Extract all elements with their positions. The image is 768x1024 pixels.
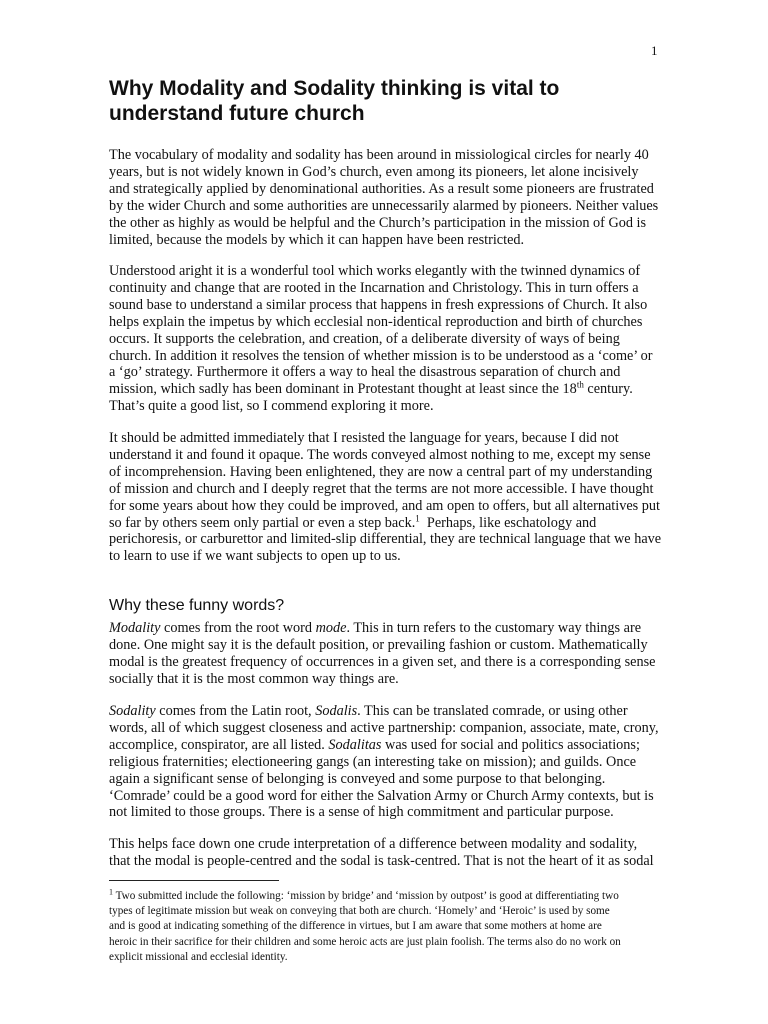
text-line: This helps face down one crude interpretation of a difference between modality and sodality, xyxy=(109,836,638,852)
text-line: of incomprehension. Having been enlightened, they are now a central part of my understanding xyxy=(109,463,653,480)
text-line: understand it and found it opaque. The words conveyed almost nothing to me, except my sense xyxy=(109,446,651,463)
ordinal-superscript: th xyxy=(576,379,584,390)
text-line: church. In addition it resolves the tension of whether mission is to be understood as a ‘come’ or xyxy=(109,347,653,364)
text-line: The vocabulary of modality and sodality has been around in missiological circles for nearly 40 xyxy=(109,147,649,163)
sodality-paragraph xyxy=(109,703,665,821)
term-modality: Modality xyxy=(109,620,161,636)
text-line: done. One might say it is the default position, or prevailing fashion or custom. Mathematically xyxy=(109,636,648,653)
text-line xyxy=(109,703,665,720)
text-line: ‘Comrade’ could be a good word for either the Salvation Army or Church Army contexts, but is xyxy=(109,787,654,804)
text-line: It should be admitted immediately that I resisted the language for years, because I did not xyxy=(109,430,619,446)
text-line: again a significant sense of belonging is conveyed and some purpose to that belonging. xyxy=(109,770,606,787)
text-line: by the wider Church and some authorities are unnecessarily alarmed by pioneers. Neither values xyxy=(109,197,659,214)
text-line: sound base to understand a similar process that happens in fresh expressions of Church. It also xyxy=(109,296,648,313)
text-fragment: was used for social and politics associations; xyxy=(381,736,640,753)
term-sodality: Sodality xyxy=(109,703,156,719)
footnote-marker: 1 xyxy=(109,887,113,897)
paragraph-1 xyxy=(109,147,665,248)
text-line: for some years about how they could be improved, and am open to offers, but all alternatives put xyxy=(109,497,660,514)
text-line: that the modal is people-centred and the sodal is task-centred. That is not the heart of it as sodal xyxy=(109,852,654,869)
text-line: religious fraternities; electioneering gangs (an interesting take on mission); and guilds. Once xyxy=(109,753,637,770)
text-fragment: . This can be translated comrade, or using other xyxy=(357,703,628,719)
text-line: the other as highly as would be helpful and the Church’s participation in the mission of God is xyxy=(109,214,647,231)
text-fragment: mission, which sadly has been dominant in Protestant thought at least since the 18 xyxy=(109,381,577,398)
text-line: of mission and church and I deeply regret that the terms are not more accessible. I have thought xyxy=(109,480,654,497)
text-line: not limited to those groups. There is a sense of high commitment and particular purpose. xyxy=(109,804,614,821)
text-fragment: Two submitted include the following: ‘mission by bridge’ and ‘mission by outpost’ is good at differentiating two xyxy=(113,890,619,902)
term-mode: mode xyxy=(315,620,347,636)
text-line: years, but is not widely known in God’s church, even among its pioneers, let alone incisively xyxy=(109,163,639,180)
text-line: occurs. It supports the celebration, and creation, of a deliberate diversity of ways of being xyxy=(109,330,620,347)
text-line xyxy=(109,737,665,754)
text-line: and strategically applied by denominational authorities. As a result some pioneers are frustrated xyxy=(109,180,654,197)
text-line: limited, because the models by which it can happen have been restricted. xyxy=(109,231,525,248)
text-fragment: so far by others seem only partial or even a step back. xyxy=(109,514,416,531)
text-line xyxy=(109,381,665,398)
text-line: modal is the greatest frequency of occurrences in a given set, and there is a corresponding sense xyxy=(109,653,656,670)
paragraph-final xyxy=(109,836,665,870)
text-line: words, all of which suggest closeness and active partnership: companion, associate, mate, crony, xyxy=(109,719,659,736)
text-line: continuity and change that are rooted in the Incarnation and Christology. This in turn offers a xyxy=(109,279,639,296)
text-line: explicit missional and ecclesial identity. xyxy=(109,950,288,963)
paragraph-2 xyxy=(109,263,665,415)
document-title: Why Modality and Sodality thinking is vital to understand future church xyxy=(109,77,560,125)
text-line: That’s quite a good list, so I commend exploring it more. xyxy=(109,398,434,415)
term-sodalis: Sodalis xyxy=(315,703,358,719)
text-line: a ‘go’ strategy. Furthermore it offers a way to heal the disastrous separation of church and xyxy=(109,364,621,381)
modality-paragraph xyxy=(109,620,665,688)
text-fragment: comes from the root word xyxy=(160,620,316,636)
text-line: socially that it is the most common way things are. xyxy=(109,670,399,687)
text-line: to learn to use if we want subjects to open up to us. xyxy=(109,548,401,565)
text-line: helps explain the impetus by which ecclesial non-identical reproduction and birth of churches xyxy=(109,313,643,330)
text-line: and is good at indicating something of the difference in virtues, but I am aware that some mothers at home are xyxy=(109,920,602,933)
text-fragment: accomplice, conspirator, are all listed. xyxy=(109,736,329,753)
page-number: 1 xyxy=(651,43,658,58)
text-line: perichoresis, or carburettor and limited-slip differential, they are technical language that we have xyxy=(109,531,662,548)
paragraph-3 xyxy=(109,430,665,565)
text-line xyxy=(109,512,665,532)
text-fragment: century. xyxy=(587,381,633,398)
text-line: types of legitimate mission but weak on conveying that both are church. ‘Homely’ and ‘Heroic’ is used by some xyxy=(109,905,610,918)
text-fragment: . This in turn refers to the customary way things are xyxy=(346,620,642,636)
text-line xyxy=(109,889,665,904)
text-fragment: comes from the Latin root, xyxy=(155,703,316,719)
term-sodalitas: Sodalitas xyxy=(328,736,382,753)
text-line xyxy=(109,620,665,637)
footnote-reference[interactable]: 1 xyxy=(415,512,420,523)
section-heading: Why these funny words? xyxy=(109,597,285,614)
text-fragment: Perhaps, like eschatology and xyxy=(426,514,597,531)
text-line: heroic in their sacrifice for their children and some heroic acts are just plain foolish. The terms also do no work on xyxy=(109,935,621,948)
text-line: Understood aright it is a wonderful tool which works elegantly with the twinned dynamics of xyxy=(109,263,641,279)
footnote-separator xyxy=(109,880,279,881)
footnote xyxy=(109,889,665,965)
